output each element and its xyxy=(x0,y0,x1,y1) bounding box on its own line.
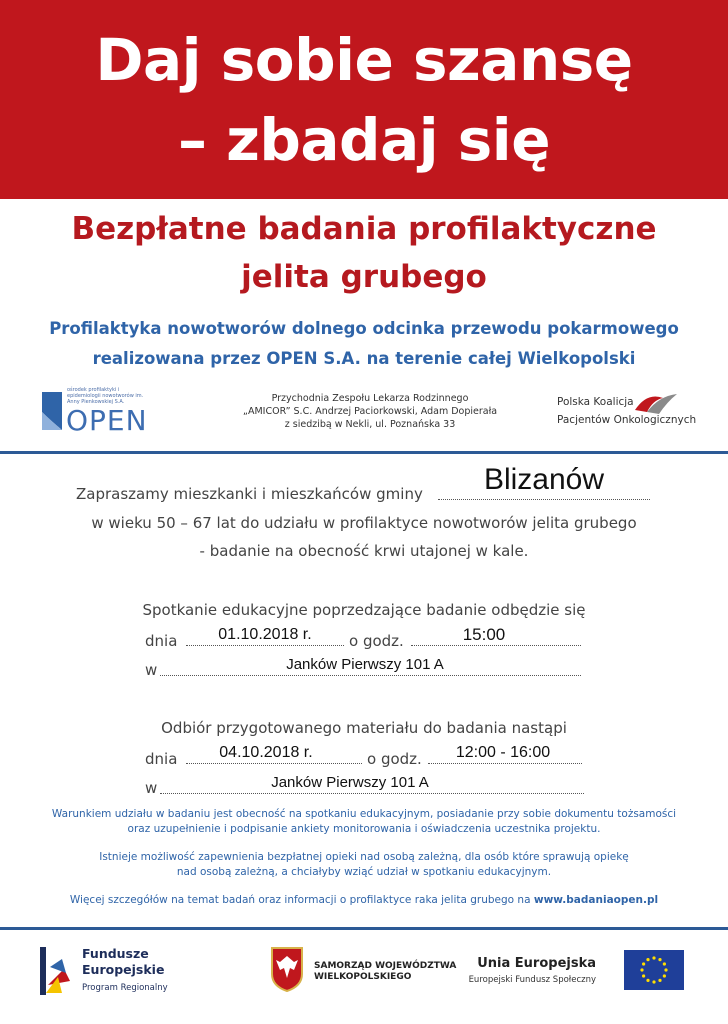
eu-star-icon xyxy=(663,962,666,965)
clinic-line2: „AMICOR” S.C. Andrzej Paciorkowski, Adam Dopierała xyxy=(242,406,498,417)
note-care-line1: Istnieje możliwość zapewnienia bezpłatnej opieki nad osobą zależną, dla osób które sprawują opiekę xyxy=(99,851,629,863)
open-logo-mark-icon xyxy=(40,390,64,432)
pickup-date-value: 04.10.2018 r. xyxy=(219,744,313,761)
eu-star-icon xyxy=(663,974,666,977)
subtitle-line1: Bezpłatne badania profilaktyczne xyxy=(71,211,657,247)
pickup-heading: Odbiór przygotowanego materiału do badania nastąpi xyxy=(161,719,567,737)
invite-prefix: Zapraszamy mieszkanki i mieszkańców gminy xyxy=(76,485,423,503)
eu-line2: Europejski Fundusz Społeczny xyxy=(468,975,596,985)
website-link[interactable]: www.badaniaopen.pl xyxy=(533,894,659,906)
eu-logo xyxy=(468,950,690,992)
fe-line2: Europejskie xyxy=(82,962,165,977)
coalition-line2: Pacjentów Onkologicznych xyxy=(557,414,697,426)
headline-line2: – zbadaj się xyxy=(177,106,551,174)
meeting-time-label: o godz. xyxy=(349,632,404,650)
pickup-time-value: 12:00 - 16:00 xyxy=(455,744,551,761)
program-line2: realizowana przez OPEN S.A. na terenie całej Wielkopolski xyxy=(92,349,636,368)
eu-star-icon xyxy=(652,956,655,959)
fe-star-icon xyxy=(40,947,76,995)
pickup-time-label: o godz. xyxy=(367,750,422,768)
eu-star-icon xyxy=(664,968,667,971)
eu-star-icon xyxy=(646,958,649,961)
open-logo-tagline: ośrodek profilaktyki i epidemiologii nowotworów im. Anny Pienkowskiej S.A. xyxy=(67,387,144,405)
clinic-line3: z siedzibą w Nekli, ul. Poznańska 33 xyxy=(284,419,456,430)
header-banner xyxy=(0,0,728,199)
eu-star-icon xyxy=(658,979,661,982)
coalition-logo xyxy=(557,392,717,432)
program-line1: Profilaktyka nowotworów dolnego odcinka przewodu pokarmowego xyxy=(49,319,679,338)
meeting-place-value: Janków Pierwszy 101 A xyxy=(286,656,444,673)
pickup-place-value: Janków Pierwszy 101 A xyxy=(271,774,429,791)
note-care-line2: nad osobą zależną, a chciałyby wziąć udział w spotkaniu edukacyjnym. xyxy=(176,866,552,878)
fe-line1: Fundusze xyxy=(82,946,149,961)
swp-line1: SAMORZĄD WOJEWÓDZTWA xyxy=(314,961,457,971)
eu-flag-icon xyxy=(624,950,684,990)
open-logo-word: OPEN xyxy=(66,404,148,437)
note-more-info xyxy=(0,893,728,908)
meeting-time-value: 15:00 xyxy=(462,625,506,644)
eu-star-icon xyxy=(642,962,645,965)
eu-star-icon xyxy=(658,958,661,961)
headline-line1: Daj sobie szansę xyxy=(95,26,633,94)
swp-logo xyxy=(270,946,460,994)
clinic-line1: Przychodnia Zespołu Lekarza Rodzinnego xyxy=(271,393,469,404)
meeting-date-label: dnia xyxy=(145,632,178,650)
fe-logo xyxy=(40,945,200,1001)
eu-star-icon xyxy=(646,979,649,982)
pickup-place-label: w xyxy=(145,779,158,797)
eu-line1: Unia Europejska xyxy=(477,956,596,971)
eu-star-icon xyxy=(652,980,655,983)
subtitle-line2: jelita grubego xyxy=(241,259,487,295)
meeting-place-label: w xyxy=(145,661,158,679)
open-logo xyxy=(40,386,150,436)
eu-star-icon xyxy=(642,974,645,977)
coalition-line1: Polska Koalicja xyxy=(557,396,634,408)
divider-bottom xyxy=(0,927,728,930)
meeting-heading: Spotkanie edukacyjne poprzedzające badanie odbędzie się xyxy=(142,601,586,619)
note-condition-line1: Warunkiem udziału w badaniu jest obecność na spotkaniu edukacyjnym, posiadanie przy sobie dokumentu tożsamości xyxy=(51,808,677,820)
note-more-info-text: Więcej szczegółów na temat badań oraz informacji o profilaktyce raka jelita grubego na xyxy=(69,894,531,906)
swp-line2: WIELKOPOLSKIEGO xyxy=(314,972,412,982)
gmina-value: Blizanów xyxy=(483,463,605,496)
bird-icon xyxy=(633,390,679,416)
eagle-crest-icon xyxy=(270,946,304,992)
pickup-date-label: dnia xyxy=(145,750,178,768)
note-condition-line2: oraz uzupełnienie i podpisanie ankiety monitorowania i oświadczenia uczestnika projektu. xyxy=(127,823,601,835)
divider-top xyxy=(0,451,728,454)
invite-line3: - badanie na obecność krwi utajonej w kale. xyxy=(199,542,529,560)
invite-line2: w wieku 50 – 67 lat do udziału w profilaktyce nowotworów jelita grubego xyxy=(91,514,637,532)
meeting-date-value: 01.10.2018 r. xyxy=(218,626,312,643)
eu-star-icon xyxy=(640,968,643,971)
fe-line3: Program Regionalny xyxy=(82,983,168,993)
